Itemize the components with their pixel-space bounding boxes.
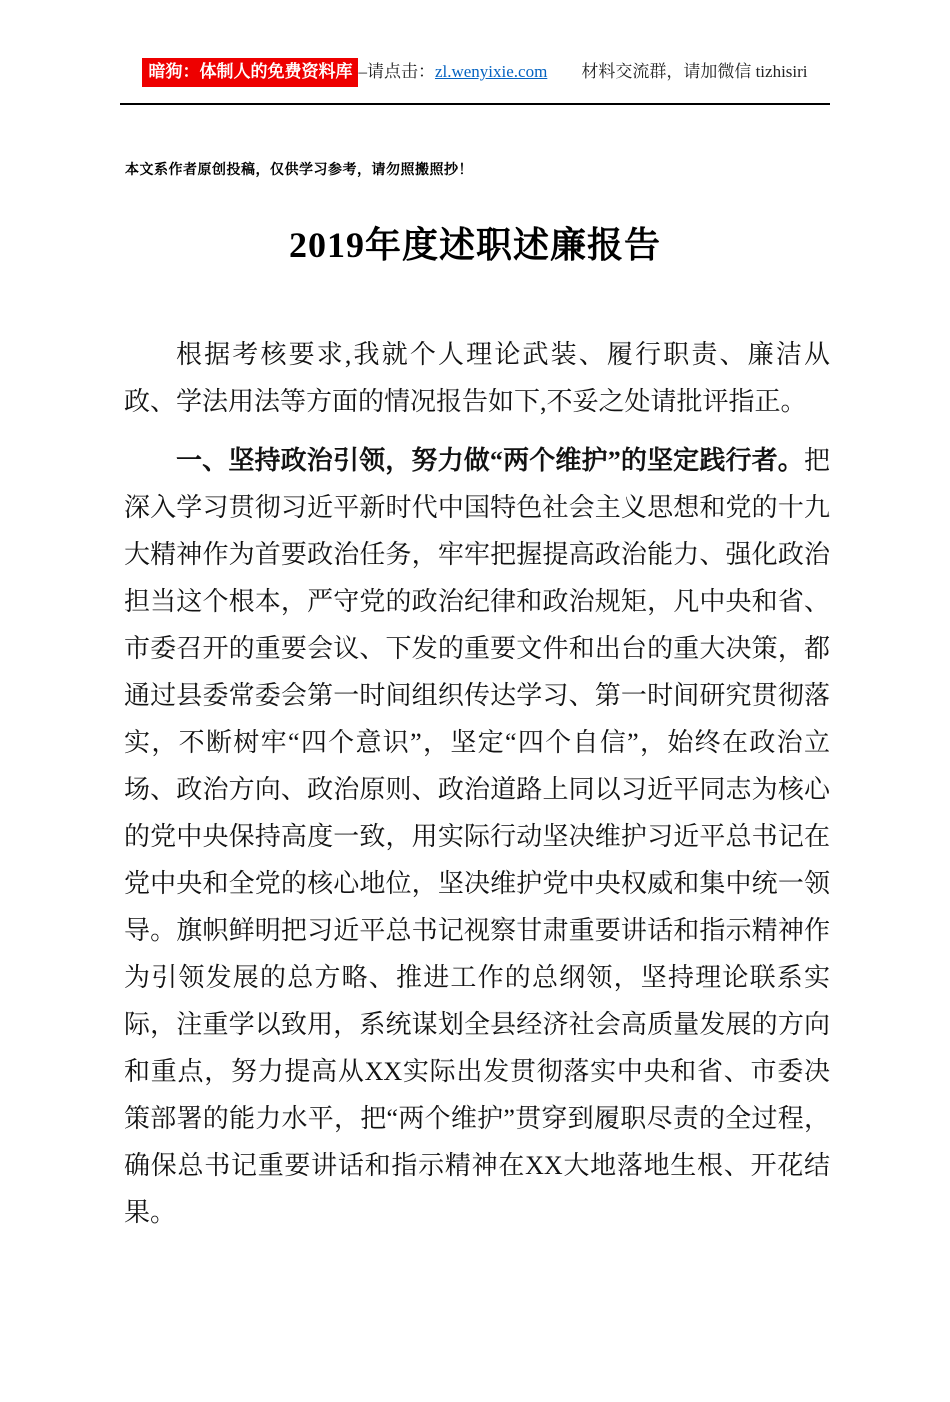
watermark-brand: 暗狗：体制人的免费资料库 [142, 58, 358, 87]
intro-paragraph-text: 根据考核要求,我就个人理论武装、履行职责、廉洁从政、学法用法等方面的情况报告如下,不妥之处请批评指正。 [124, 340, 830, 416]
section-1-heading: 一、坚持政治引领，努力做“两个维护”的坚定践行者。 [176, 446, 804, 475]
section-1-paragraph [124, 437, 830, 1236]
header-site-link[interactable]: zl.wenyixie.com [434, 62, 548, 81]
original-notice: 本文系作者原创投稿，仅供学习参考，请勿照搬照抄！ [125, 163, 473, 178]
header-click-label: –请点击： [358, 62, 435, 81]
document-body [124, 331, 830, 1236]
section-1-text: 把深入学习贯彻习近平新时代中国特色社会主义思想和党的十九大精神作为首要政治任务，牢牢把握提高政治能力、强化政治担当这个根本，严守党的政治纪律和政治规矩，凡中央和省、市委召开的重要会议、下发的重要文件和出台的重大决策，都通过县委常委会第一时间组织传达学习、第一时间研究贯彻落实，不断树牢“四个意识”，坚定“四个自信”，始终在政治立场、政治方向、政治原则、政治道路上同以习近平同志为核心的党中央保持高度一致，用实际行动坚决维护习近平总书记在党中央和全党的核心地位，坚决维护党中央权威和集中统一领导。旗帜鲜明把习近平总书记视察甘肃重要讲话和指示精神作为引领发展的总方略、推进工作的总纲领，坚持理论联系实际，注重学以致用，系统谋划全县经济社会高质量发展的方向和重点，努力提高从XX实际出发贯彻落实中央和省、市委决策部署的能力水平，把“两个维护”贯穿到履职尽责的全过程，确保总书记重要讲话和指示精神在XX大地落地生根、开花结果。 [124, 446, 830, 1227]
page-header [120, 58, 830, 105]
document-title: 2019年度述职述廉报告 [288, 225, 661, 265]
intro-paragraph [124, 331, 830, 425]
header-wechat-note: 材料交流群，请加微信 tizhisiri [581, 62, 808, 81]
document-page [0, 58, 950, 1402]
